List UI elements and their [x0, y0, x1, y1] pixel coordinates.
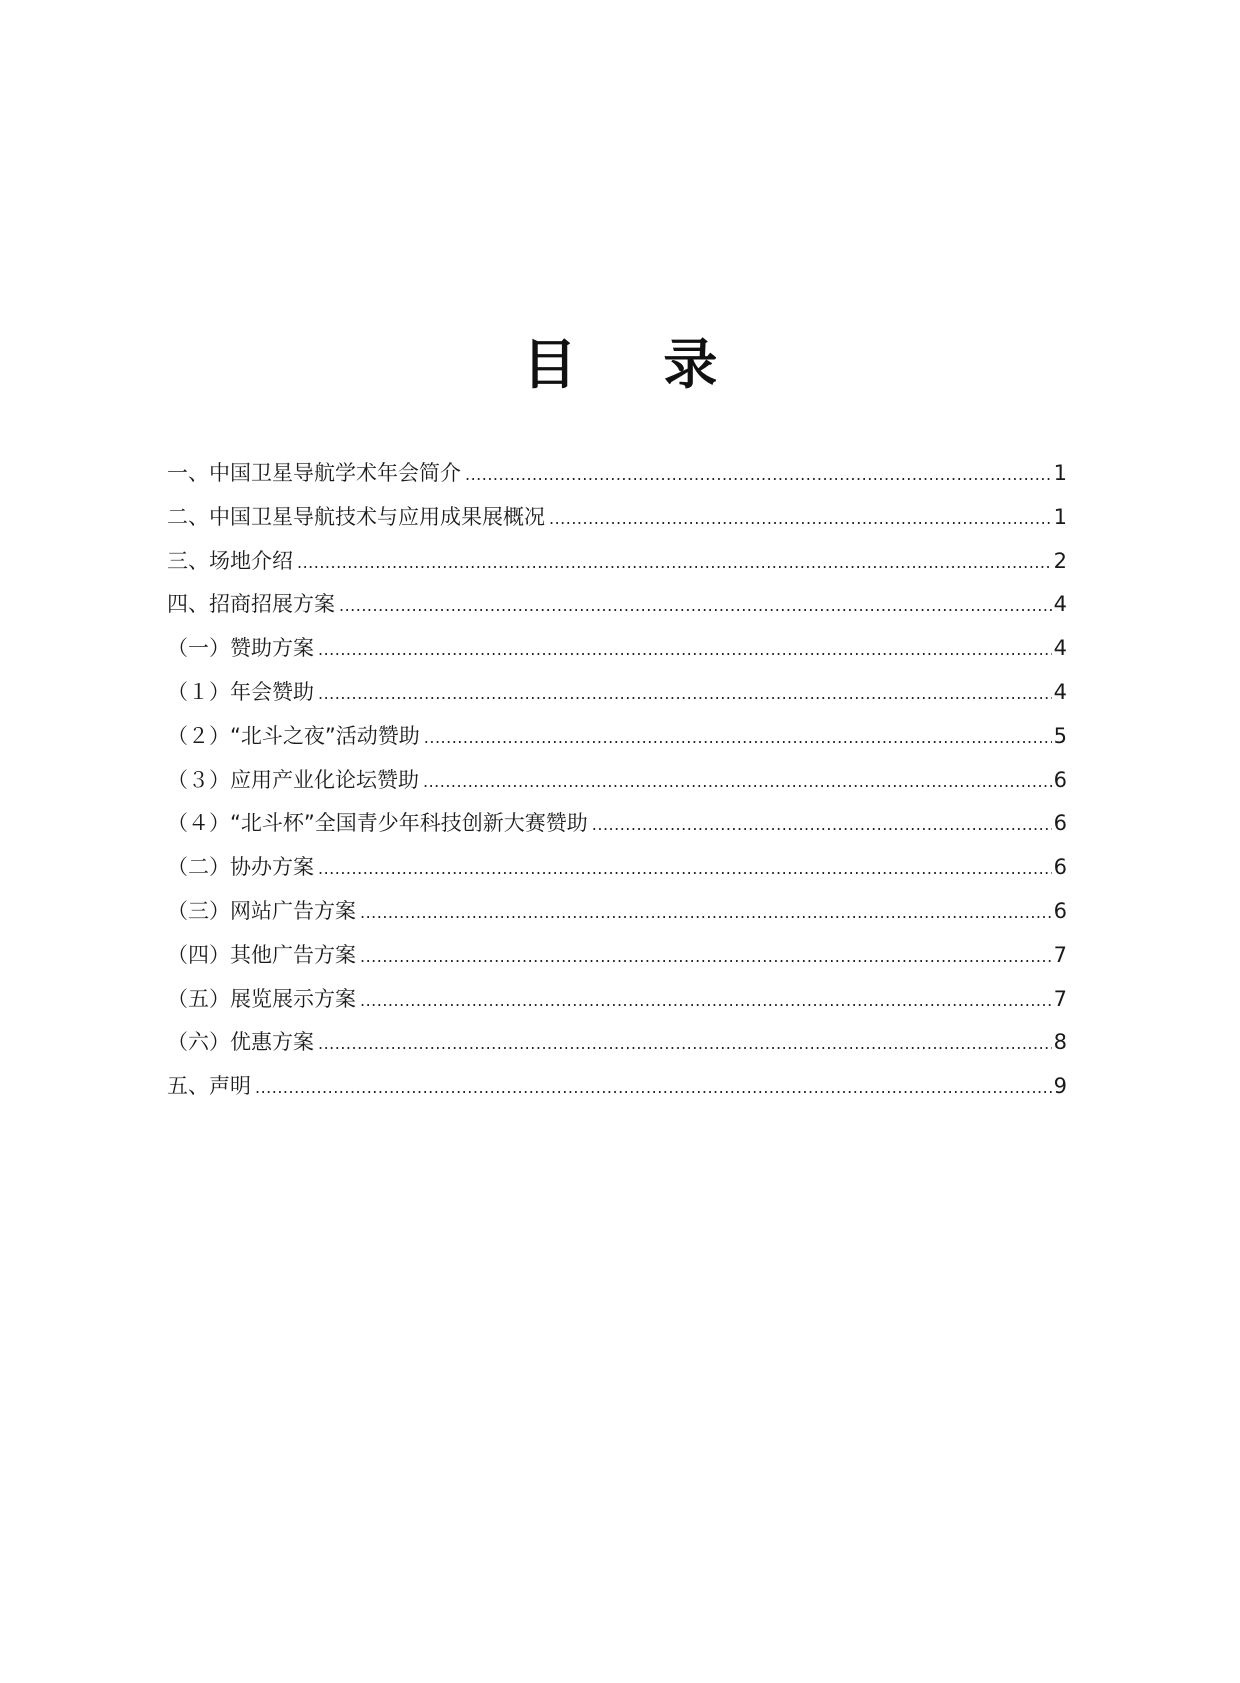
toc-dot-leader: [424, 716, 1052, 760]
toc-entry-page: 6: [1053, 898, 1067, 923]
toc-entry-label: （４）“北斗杯”全国青少年科技创新大赛赞助: [167, 811, 588, 836]
toc-entry[interactable]: [167, 1021, 1067, 1065]
toc-dot-leader: [592, 803, 1052, 847]
toc-entry-page: 1: [1053, 461, 1067, 485]
toc-entry[interactable]: [167, 671, 1067, 715]
toc-dot-leader: [255, 1066, 1052, 1110]
toc-entry-page: 7: [1053, 942, 1067, 967]
toc-dot-leader: [318, 628, 1052, 672]
toc-entry[interactable]: [167, 496, 1067, 540]
toc-entry-page: 2: [1053, 548, 1067, 573]
toc-dot-leader: [360, 891, 1052, 935]
toc-entry[interactable]: [167, 715, 1067, 759]
page-title: 目 录: [522, 333, 752, 396]
toc-entry-page: 6: [1053, 767, 1067, 792]
toc-entry[interactable]: [167, 802, 1067, 846]
toc-dot-leader: [318, 847, 1052, 891]
toc-entry[interactable]: [167, 1065, 1067, 1109]
toc-entry[interactable]: [167, 890, 1067, 934]
toc-dot-leader: [339, 584, 1052, 628]
toc-entry-label: （３）应用产业化论坛赞助: [167, 767, 419, 792]
toc-entry-label: 五、声明: [167, 1074, 251, 1099]
toc-dot-leader: [297, 541, 1052, 585]
toc-entry-label: （一）赞助方案: [167, 636, 314, 661]
toc-dot-leader: [549, 497, 1052, 541]
toc-dot-leader: [318, 672, 1052, 716]
toc-entry[interactable]: [167, 627, 1067, 671]
toc-entry[interactable]: [167, 978, 1067, 1022]
table-of-contents: [167, 452, 1067, 1109]
toc-entry-page: 8: [1053, 1030, 1067, 1055]
toc-entry-label: 二、中国卫星导航技术与应用成果展概况: [167, 504, 545, 529]
toc-dot-leader: [360, 935, 1052, 979]
toc-entry-page: 5: [1053, 723, 1067, 748]
toc-entry-label: （六）优惠方案: [167, 1030, 314, 1055]
toc-entry-page: 6: [1053, 811, 1067, 836]
toc-entry-page: 7: [1053, 986, 1067, 1011]
toc-dot-leader: [360, 979, 1052, 1023]
toc-dot-leader: [465, 453, 1052, 497]
toc-entry-page: 1: [1053, 504, 1067, 529]
toc-entry-page: 6: [1053, 855, 1067, 880]
toc-entry-label: 四、招商招展方案: [167, 592, 335, 617]
toc-entry[interactable]: [167, 934, 1067, 978]
toc-entry-page: 9: [1053, 1074, 1067, 1099]
toc-entry[interactable]: [167, 759, 1067, 803]
toc-entry[interactable]: [167, 452, 1067, 496]
toc-entry-label: （四）其他广告方案: [167, 942, 356, 967]
toc-entry-label: （五）展览展示方案: [167, 986, 356, 1011]
toc-entry[interactable]: [167, 583, 1067, 627]
toc-entry[interactable]: [167, 846, 1067, 890]
toc-entry-label: 三、场地介绍: [167, 548, 293, 573]
toc-entry-label: （１）年会赞助: [167, 679, 314, 704]
toc-entry-label: （二）协办方案: [167, 855, 314, 880]
toc-dot-leader: [423, 760, 1052, 804]
toc-entry-label: （２）“北斗之夜”活动赞助: [167, 723, 420, 748]
toc-entry-page: 4: [1053, 679, 1067, 704]
toc-entry-label: 一、中国卫星导航学术年会简介: [167, 461, 461, 485]
toc-entry-page: 4: [1053, 636, 1067, 661]
toc-entry[interactable]: [167, 540, 1067, 584]
toc-dot-leader: [318, 1022, 1052, 1066]
toc-entry-page: 4: [1053, 592, 1067, 617]
toc-entry-label: （三）网站广告方案: [167, 898, 356, 923]
